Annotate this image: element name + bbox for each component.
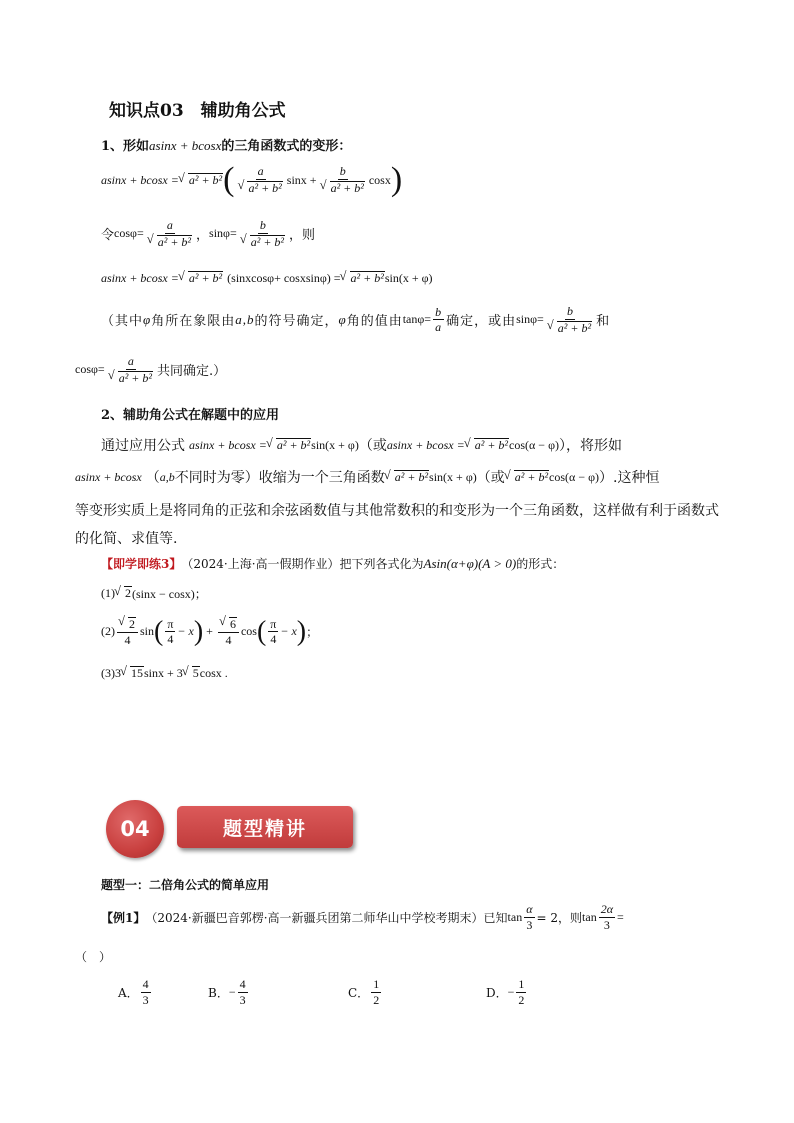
practice-heading: 【即学即练3】 （2024·上海·高一假期作业）把下列各式化为 Asin(α+φ)(A > 0) 的形式： [101,555,565,571]
note-line-2: cosφ= a √ a² + b² 共同确定.） [75,355,226,385]
section-title: 知识点03 辅助角公式 [109,101,286,121]
item2-line-3: 等变形实质上是将同角的正弦和余弦函数值与其他常数积的和变形为一个三角函数，这样做有利于函数式 [75,503,719,519]
item1-heading: 1、形如asinx + bcosx的三角函数式的变形： [101,138,352,154]
practice-tag: 【即学即练3】 [101,557,182,571]
example1-question: 【例1】 （2024·新疆巴音郭楞·高一新疆兵团第二师华山中学校考期末）已知 tan $\frac{\alpha}{3}$ = 2，则 tan $\frac{2\alpha}{3}$ = [101,902,624,932]
type1-heading: 题型一：二倍角公式的简单应用 [101,878,270,892]
practice-q1: (1) √ 2 (sinx − cosx)； [101,585,207,602]
item2-line-1: 通过应用公式 asinx + bcosx = √ a² + b² sin(x + φ) （或 asinx + bcosx = √ a² + b² cos(α − φ) ），将形如 [101,435,622,455]
option-c[interactable]: C． $\frac{1}{2}$ [348,977,380,1007]
option-b[interactable]: B． − $\frac{4}{3}$ [208,977,246,1007]
note-line-1: （其中 φ 角所在象限由 a,b 的符号确定， φ 角的值由 tanφ= $\frac{b}{a}$ 确定，或由 sinφ= b √ a² + b² 和 [101,305,610,335]
item2-line-4: 的化简、求值等. [75,531,178,547]
option-d[interactable]: D． − $\frac{1}{2}$ [486,977,525,1007]
formula-result: asinx + bcosx = √ a² + b² (sinxcosφ+ cosxsinφ) = √ a² + b² sin(x + φ) [101,271,433,286]
let-definitions: 令 cosφ= a √ a² + b² ， sinφ= b √ a² + b² ，则 [101,219,315,249]
section-banner: 题型精讲 [177,806,353,848]
example1-tag: 【例1】 [101,910,146,925]
section-number-badge: 04 [106,800,164,858]
item2-heading: 2、辅助角公式在解题中的应用 [101,408,280,423]
formula-expansion: asinx + bcosx = √ a² + b² ( a √ a² + b² sinx + b √ a² + b² cosx ) [101,163,402,197]
example1-answer-blank: （ ） [75,950,112,964]
item2-line-2: asinx + bcosx （ a,b 不同时为零）收缩为一个三角函数 √ a² + b² sin(x + φ) （或 √ a² + b² cos(α − φ) ）.这种恒 [75,467,659,487]
option-a[interactable]: A． $\frac{4}{3}$ [118,977,149,1007]
practice-q2: (2) √ $\frac{2}{4}$ sin ( $\frac{\pi}{4}$ − x ) + √ $\frac{6}{4}$ cos ( $\frac{\pi}{4}$ − x ) ； [101,617,318,647]
practice-q3: (3) 3 √ 15 sinx + 3 √ 5 cosx . [101,666,228,681]
